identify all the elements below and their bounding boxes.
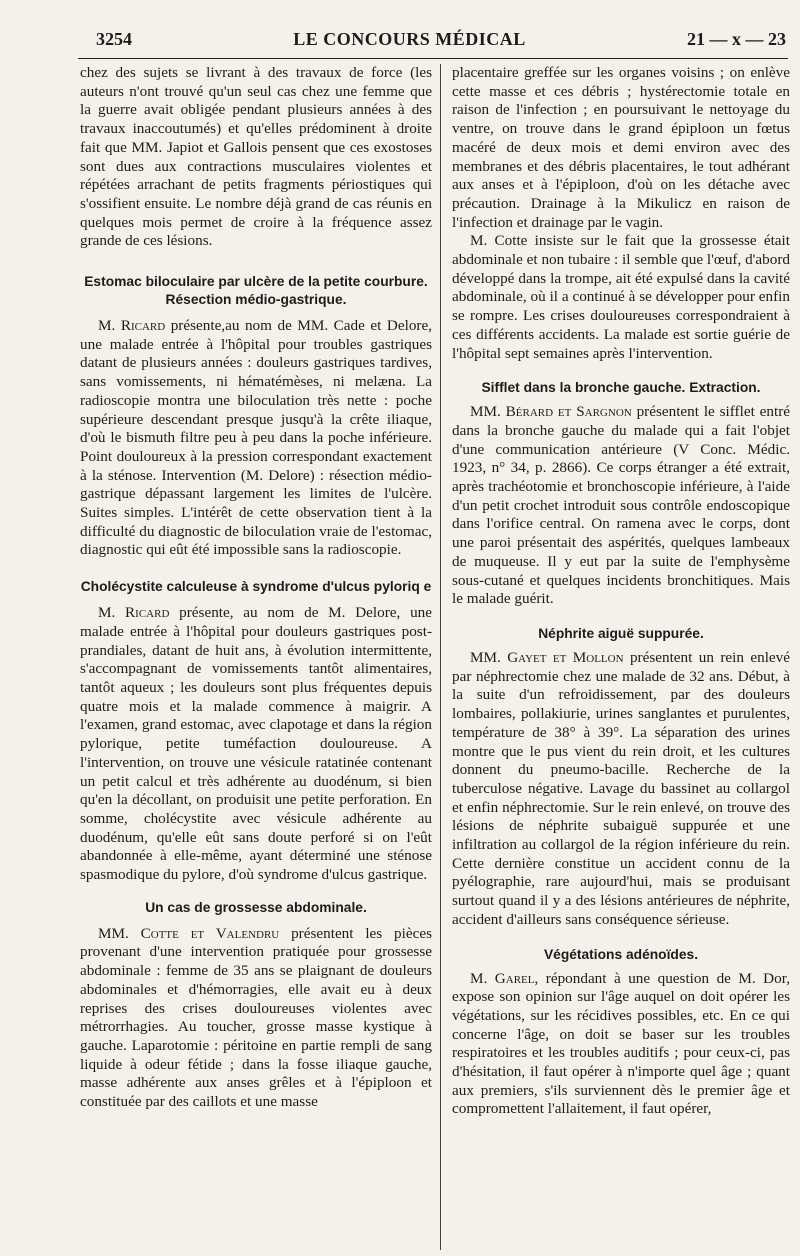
- section-title-estomac: Estomac biloculaire par ulcère de la petite courbure. Résection médio-gastrique.: [84, 274, 428, 308]
- paragraph: MM. Gayet et Mollon présentent un rein enlevé par néphrectomie chez une malade de 32 ans. Début, à la suite d'un refroidissement, par des douleurs lombaires, pollakiurie, urines sanglantes et purulentes, température de 38° à 39°. La séparation des urines montre que le pus vient du rein droit, et les cultures donnent du pneumo-bacille. Recherche de la tuberculose négative. Lavage du bassinet au collargol et enfin néphrectomie. Sur le rein enlevé, on trouve des lésions de néphrite subaiguë suppurée et une infiltration au collargol de la région inférieure du rein. Cette dernière constitue un accident connu de la pyélographie, rare aujourd'hui, mais se produisant surtout quand il y a des lésions antérieures de néphrite, accident d'ailleurs sans conséquence sérieuse.: [452, 648, 790, 928]
- journal-title: LE CONCOURS MÉDICAL: [293, 28, 526, 49]
- left-column: [80, 64, 432, 1112]
- paragraph: M. Ricard présente,au nom de MM. Cade et Delore, une malade entrée à l'hôpital pour troubles gastriques datant de plusieurs années : douleurs gastriques tardives, sans vomissements, ni hématémèses, ni melæna. La radioscopie montra une biloculation très nette : poche supérieure descendant presque jusqu'à la crête iliaque, d'où le bismuth filtre peu à peu dans la poche inférieure. Point douloureux à la pression correspondant exactement à la sténose. Intervention (M. Delore) : résection médio-gastrique dépassant largement les limites de l'ulcère. Suites simples. L'intérêt de cette observation tient à la difficulté du diagnostic de biloculation vraie de l'estomac, diagnostic qui eût été impossible sans la radioscopie.: [80, 317, 433, 559]
- column-divider: [440, 64, 441, 1250]
- page-number: 3254: [96, 28, 132, 49]
- author-names: MM. Gayet et Mollon: [470, 648, 624, 666]
- paragraph: M. Ricard présente, au nom de M. Delore, une malade entrée à l'hôpital pour douleurs gastriques post-prandiales, datant de huit ans, à évolution intermittente, s'accompagnant de vomissements tantôt alimentaires, tantôt aqueux ; les douleurs sont plus fréquentes depuis quatre mois et la malade commence à maigrir. A l'examen, grand estomac, avec clapotage et dans la région pylorique, petite tuméfaction douloureuse. A l'intervention, on trouve une vésicule ratatinée contenant un petit calcul et très adhérente au duodénum, si bien qu'en la décollant, on produisit une petite perforation. En somme, cholécystite avec vésicule adhérente au duodénum, qu'elle eût sans doute perforé si on l'eût abandonnée à elle-même, ayant déterminé une sténose spasmodique du pylore, d'où syndrome d'ulcus gastrique.: [80, 604, 432, 884]
- paragraph: placentaire greffée sur les organes voisins ; on enlève cette masse et ces débris ; hystérectomie totale en raison de l'infection ; en poursuivant le nettoyage du ventre, on trouve dans le grand épiploon un fœtus macéré de deux mois et demi environ avec des membranes et des débris placentaires, le tout adhérant aux anses et à l'épiploon, d'où on les détache avec précaution. Drainage à la Mikulicz en raison de l'infection et drainage par le vagin.: [452, 64, 790, 231]
- section-title-grossesse: Un cas de grossesse abdominale.: [145, 899, 367, 915]
- header-rule: [78, 58, 788, 59]
- paragraph: M. Garel, répondant à une question de M. Dor, expose son opinion sur l'âge auquel on doit opérer les végétations, sur les récidives possibles, etc. En ce qui concerne l'âge, on doit se baser sur les troubles respiratoires et les troubles auditifs ; pour ceux-ci, pas d'hésitation, il faut opérer à n'importe quel âge ; quant aux premiers, s'ils surviennent dès le premier âge et compromettent l'allaitement, il faut opérer,: [452, 969, 790, 1118]
- right-column: [452, 64, 790, 1119]
- section-title-nephrite: Néphrite aiguë suppurée.: [538, 625, 704, 641]
- page-header: [96, 26, 786, 52]
- author-name: M. Ricard: [98, 317, 166, 335]
- issue-date: 21 — x — 23: [687, 28, 786, 49]
- author-names: MM. Bérard et Sargnon: [470, 403, 632, 421]
- paragraph: M. Cotte insiste sur le fait que la grossesse était abdominale et non tubaire : il semble que l'œuf, d'abord développé dans la trompe, ait été expulsé dans la cavité abdominale, où il a continué à se développer pour enfin se rompre. Les crises douloureuses correspondraient à ces différents accidents. La malade est sortie guérie de l'hôpital sept semaines après l'intervention.: [452, 232, 790, 362]
- section-title-sifflet: Sifflet dans la bronche gauche. Extraction.: [481, 380, 761, 396]
- paragraph: chez des sujets se livrant à des travaux de force (les auteurs n'ont trouvé qu'un seul cas chez une femme que la guerre avait obligée pendant plusieurs années à des travaux inaccoutumés) et qu'elles prédominent à droite fait que MM. Japiot et Gallois pensent que ces exostoses sont dues aux contractions musculaires violentes et répétées arrachant de petits fragments périostiques qui s'ossifient ensuite. Le nombre déjà grand de cas réunis en quelques mois permet de croire à la fréquence assez grande de ces lésions.: [80, 64, 432, 250]
- author-name: M. Garel: [470, 969, 535, 987]
- paragraph: MM. Bérard et Sargnon présentent le sifflet entré dans la bronche gauche du malade qui a fait l'objet d'une communication antérieure (V Conc. Médic. 1923, n° 34, p. 2866). Ce corps étranger a été extrait, après trachéotomie et bronchoscopie inférieure, à l'aide d'un petit crochet introduit sous contrôle endoscopique dans l'orifice central. On ramena avec le corps, dont une paroi présentait des aspérités, quelques lambeaux de muqueuse. Il y eut par la suite de l'emphysème sous-cutané et quelques incidents bronchitiques. Mais le malade guérit.: [452, 403, 790, 608]
- paragraph: MM. Cotte et Valendru présentent les pièces provenant d'une intervention pratiquée pour grossesse abdominale : femme de 35 ans se plaignant de douleurs abdominales et d'hémorragies, elle avait eu à deux reprises des crises douloureuses violentes avec métrorrhagies. Au toucher, grosse masse kystique à gauche. Laparotomie : péritoine en partie rempli de sang liquide à odeur fétide ; dans la fosse iliaque gauche, masse adhérente aux anses grêles et à l'épiploon et constituée par des caillots et une masse: [80, 924, 432, 1111]
- section-title-vegetations: Végétations adénoïdes.: [543, 946, 699, 962]
- author-names: MM. Cotte et Valendru: [98, 924, 280, 942]
- author-name: M. Ricard: [98, 604, 170, 622]
- section-title-cholecystite: Cholécystite calculeuse à syndrome d'ulcus pyloriq e: [80, 579, 432, 595]
